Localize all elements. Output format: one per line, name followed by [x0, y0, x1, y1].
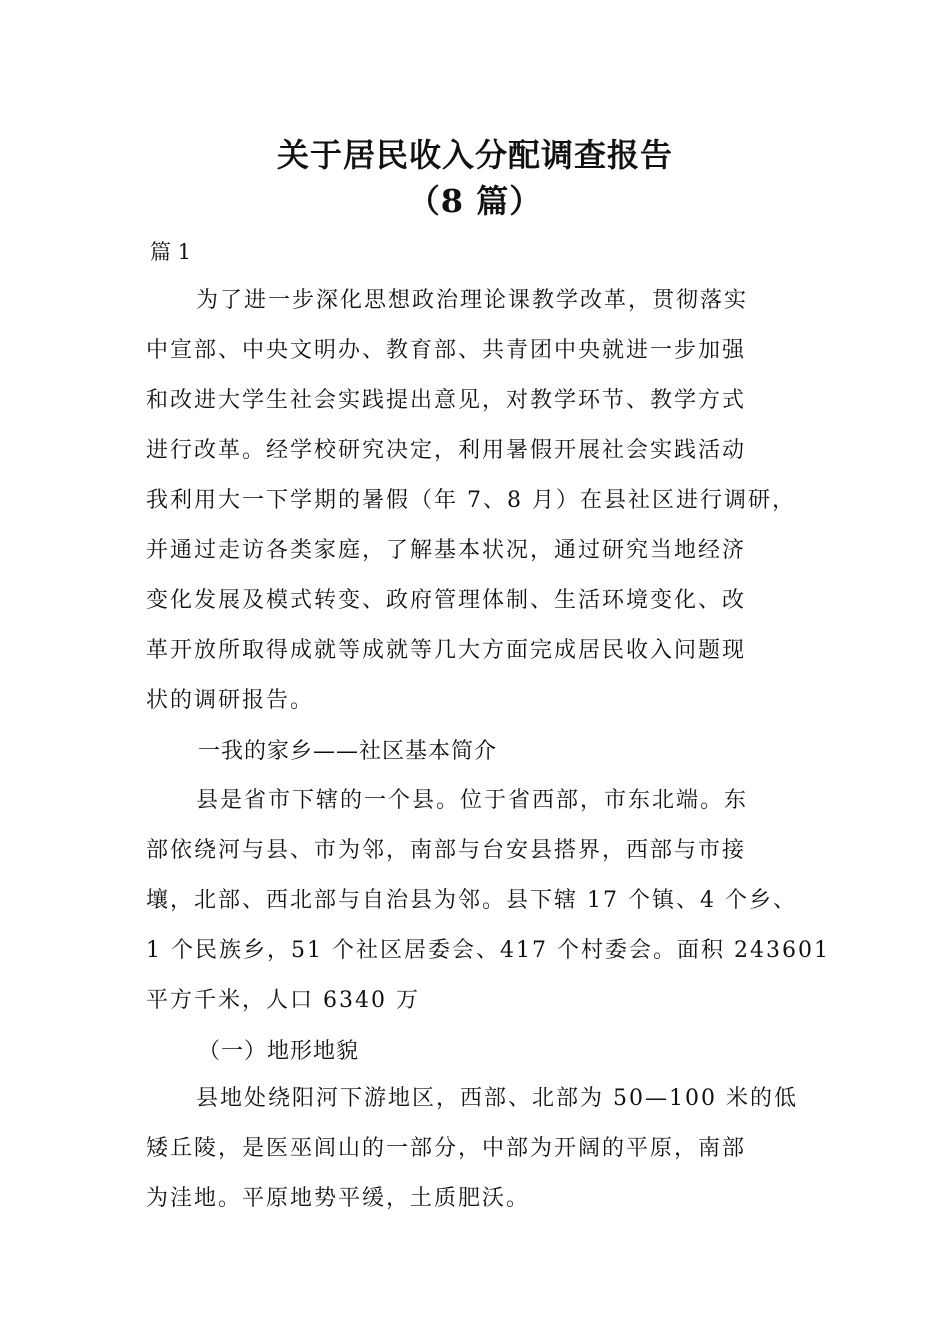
paragraph-line: 中宣部、中央文明办、教育部、共青团中央就进一步加强 [146, 338, 747, 363]
paragraph-line: 矮丘陵，是医巫闾山的一部分，中部为开阔的平原，南部 [146, 1136, 747, 1161]
document-title-count: （8 篇） [407, 182, 543, 220]
section-heading-community: 一我的家乡——社区基本简介 [198, 739, 498, 764]
paragraph-line: 部依绕河与县、市为邻，南部与台安县搭界，西部与市接 [146, 838, 747, 863]
paragraph-line: 革开放所取得成就等成就等几大方面完成居民收入问题现 [146, 638, 747, 663]
paragraph-line: 为了进一步深化思想政治理论课教学改革，贯彻落实 [196, 288, 749, 313]
paragraph-line: 我利用大一下学期的暑假（年 7、8 月）在县社区进行调研， [146, 488, 796, 513]
paragraph-line: 壤，北部、西北部与自治县为邻。县下辖 17 个镇、4 个乡、 [146, 888, 797, 913]
paragraph-line: 1 个民族乡，51 个社区居委会、417 个村委会。面积 243601 [146, 938, 830, 963]
paragraph-county-overview [146, 776, 830, 1026]
paragraph-intro [146, 276, 818, 726]
paragraph-line: 为洼地。平原地势平缓，土质肥沃。 [146, 1186, 531, 1211]
paragraph-line: 变化发展及模式转变、政府管理体制、生活环境变化、改 [146, 588, 747, 613]
paragraph-line: 进行改革。经学校研究决定，利用暑假开展社会实践活动 [146, 438, 747, 463]
paragraph-line: 状的调研报告。 [146, 688, 315, 713]
paragraph-line: 和改进大学生社会实践提出意见，对教学环节、教学方式 [146, 388, 747, 413]
document-title: 关于居民收入分配调查报告 [276, 136, 673, 174]
section-heading-terrain: （一）地形地貌 [198, 1039, 360, 1064]
paragraph-line: 县地处绕阳河下游地区，西部、北部为 50—100 米的低 [196, 1086, 798, 1111]
paragraph-terrain [146, 1074, 818, 1224]
paragraph-line: 并通过走访各类家庭，了解基本状况，通过研究当地经济 [146, 538, 747, 563]
paragraph-line: 县是省市下辖的一个县。位于省西部，市东北端。东 [196, 788, 749, 813]
section-label: 篇 1 [150, 240, 192, 264]
paragraph-line: 平方千米，人口 6340 万 [146, 988, 420, 1013]
